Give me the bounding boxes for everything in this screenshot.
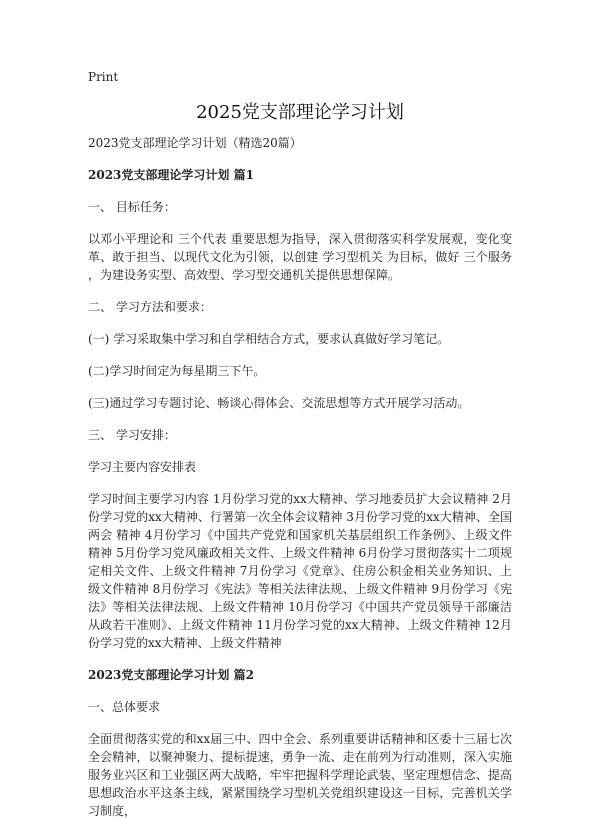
section2-overall-heading: 一、总体要求 — [88, 700, 161, 714]
section1-goal-text: 以邓小平理论和 三个代表 重要思想为指导，深入贯彻落实科学发展观，变化变革、敢于担当、以现代文化为引领，以创建 学习型机关 为目标，做好 三个服务 ，为建设务实型、高效型、学习型交通机关提供思想保障。 — [88, 232, 512, 282]
section1-arrange-heading: 三、 学习安排： — [88, 428, 176, 442]
section1-method-3: (三)通过学习专题讨论、畅谈心得体会、交流思想等方式开展学习活动。 — [88, 396, 470, 410]
document-subtitle: 2023党支部理论学习计划（精选20篇） — [88, 136, 302, 150]
section1-arrange-subheading: 学习主要内容安排表 — [88, 460, 197, 474]
section1-method-heading: 二、 学习方法和要求： — [88, 300, 212, 314]
section1-goal-heading: 一、 目标任务： — [88, 200, 176, 214]
document-title: 2025党支部理论学习计划 — [196, 102, 404, 123]
section2-heading: 2023党支部理论学习计划 篇2 — [88, 668, 254, 682]
print-label: Print — [88, 70, 119, 84]
section1-heading: 2023党支部理论学习计划 篇1 — [88, 168, 254, 182]
section2-overall-text: 全面贯彻落实党的和xx届三中、四中全会、系列重要讲话精神和区委十三届七次全会精神，以聚神聚力、提标提速，勇争一流、走在前列为行动准则，深入实施服务业兴区和工业强区两大战略，牢牢把握科学理论武装、坚定理想信念、提高思想政治水平这条主线，紧紧围绕学习型机关党组织建设这一目标，完善机关学习制度， — [88, 732, 512, 818]
section1-arrange-text: 学习时间主要学习内容 1月份学习党的xx大精神、学习地委员扩大会议精神 2月份学习党的xx大精神、行署第一次全体会议精神 3月份学习党的xx大精神、全国 两会 精神 4月份学习《中国共产党党和国家机关基层组织工作条例》、上级文件精神 5月份学习党风廉政相关文件、上级文件精神 6月份学习贯彻落实十二项规定相关文件、上级文件精神 7月份学习《党章》、住房公积金相关业务知识、上级文件精神 8月份学习《宪法》等相关法律法规、上级文件精神 9月份学习《宪法》等相关法律法规、上级文件精神 10月份学习《中国共产党员领导干部廉洁从政若干准则》、上级文件精神 11月份学习党的xx大精神、上级文件精神 12月份学习党的xx大精神、上级文件精神 — [88, 492, 512, 650]
section1-method-2: (二)学习时间定为每星期三下午。 — [88, 364, 266, 378]
section1-method-1: (一) 学习采取集中学习和自学相结合方式，要求认真做好学习笔记。 — [88, 332, 450, 346]
